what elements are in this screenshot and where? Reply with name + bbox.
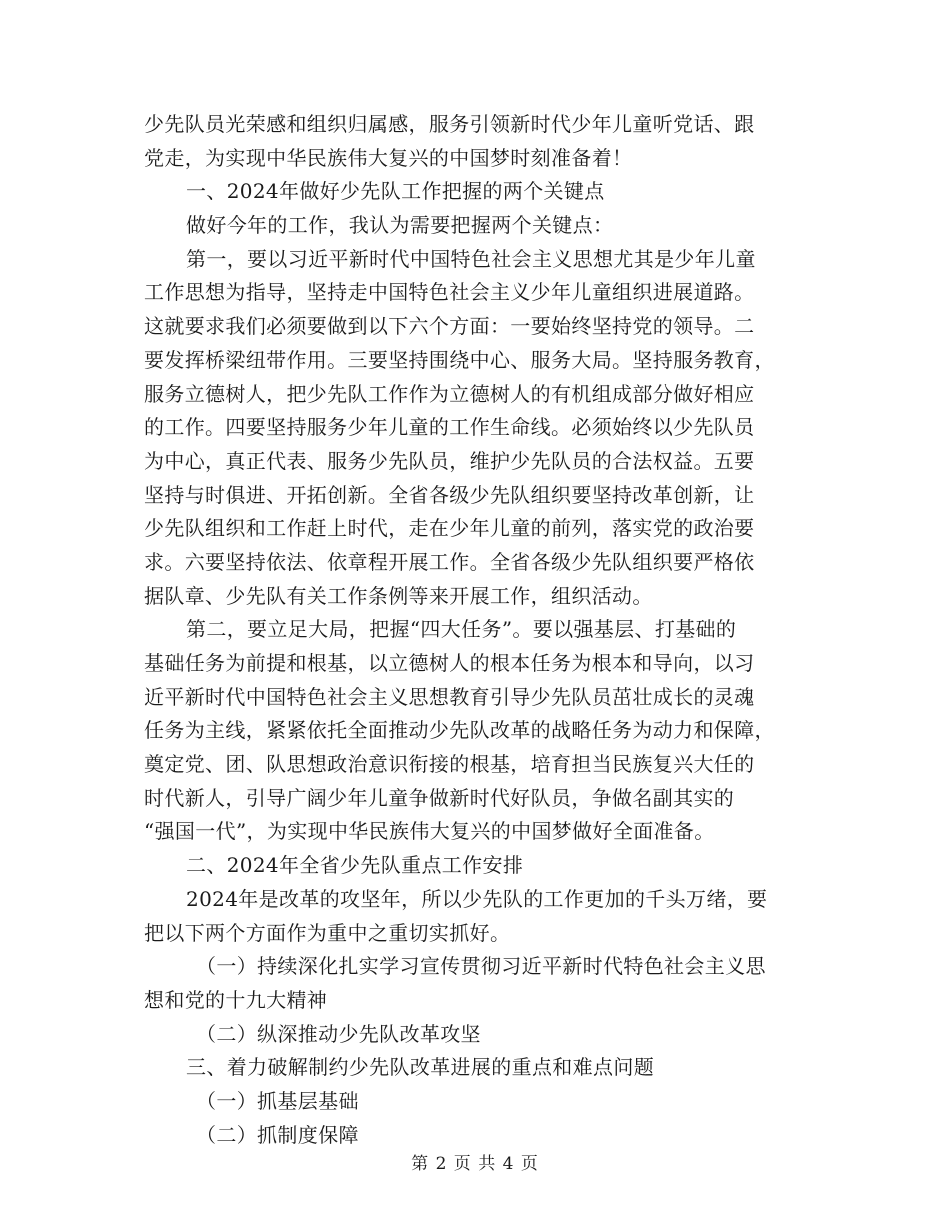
- paragraph-line: 据队章、少先队有关工作条例等来开展工作，组织活动。: [144, 583, 653, 608]
- paragraph-line: 这就要求我们必须要做到以下六个方面：一要始终坚持党的领导。二: [144, 314, 755, 339]
- paragraph-line: 近平新时代中国特色社会主义思想教育引导少先队员茁壮成长的灵魂: [144, 684, 755, 709]
- section-heading: 一、2024年做好少先队工作把握的两个关键点: [186, 179, 605, 204]
- paragraph-line: 第二，要立足大局，把握“四大任务”。要以强基层、打基础的: [186, 617, 737, 642]
- paragraph-line: 把以下两个方面作为重中之重切实抓好。: [144, 920, 511, 945]
- paragraph-line: 党走，为实现中华民族伟大复兴的中国梦时刻准备着！: [144, 145, 633, 170]
- page-number-footer: 第 2 页 共 4 页: [411, 1154, 539, 1174]
- paragraph-line: 少先队员光荣感和组织归属感，服务引领新时代少年儿童听党话、跟: [144, 112, 755, 136]
- paragraph-line: 做好今年的工作，我认为需要把握两个关键点：: [186, 213, 614, 238]
- paragraph-line: 奠定党、团、队思想政治意识衔接的根基，培育担当民族复兴大任的: [144, 752, 755, 777]
- paragraph-line: 想和党的十九大精神: [144, 987, 328, 1012]
- paragraph-line: 基础任务为前提和根基，以立德树人的根本任务为根本和导向，以习: [144, 651, 755, 675]
- document-body: [144, 108, 806, 1152]
- paragraph-line: 少先队组织和工作赶上时代，走在少年儿童的前列，落实党的政治要: [144, 516, 755, 541]
- paragraph-line: 坚持与时俱进、开拓创新。全省各级少先队组织要坚持改革创新，让: [144, 482, 755, 507]
- paragraph-line: 服务立德树人，把少先队工作作为立德树人的有机组成部分做好相应: [144, 381, 755, 406]
- paragraph-line: “强国一代”，为实现中华民族伟大复兴的中国梦做好全面准备。: [144, 819, 715, 844]
- paragraph-line: 的工作。四要坚持服务少年儿童的工作生命线。必须始终以少先队员: [144, 415, 755, 440]
- paragraph-line: 第一，要以习近平新时代中国特色社会主义思想尤其是少年儿童: [186, 246, 756, 271]
- section-heading: 三、着力破解制约少先队改革进展的重点和难点问题: [186, 1055, 655, 1080]
- paragraph-line: 任务为主线，紧紧依托全面推动少先队改革的战略任务为动力和保障，: [144, 718, 775, 743]
- section-heading: 二、2024年全省少先队重点工作安排: [186, 853, 524, 878]
- paragraph-line: 要发挥桥梁纽带作用。三要坚持围绕中心、服务大局。坚持服务教育，: [144, 347, 775, 372]
- paragraph-line: 求。六要坚持依法、依章程开展工作。全省各级少先队组织要严格依: [144, 549, 755, 574]
- subsection-heading: （一）持续深化扎实学习宣传贯彻习近平新时代特色社会主义思: [196, 954, 766, 979]
- paragraph-line: 工作思想为指导，坚持走中国特色社会主义少年儿童组织进展道路。: [144, 280, 755, 305]
- subsection-heading: （二）抓制度保障: [196, 1122, 359, 1147]
- paragraph-line: 时代新人，引导广阔少年儿童争做新时代好队员，争做名副其实的: [144, 785, 735, 810]
- paragraph-line: 为中心，真正代表、服务少先队员，维护少先队员的合法权益。五要: [144, 448, 755, 473]
- subsection-heading: （二）纵深推动少先队改革攻坚: [196, 1021, 481, 1046]
- subsection-heading: （一）抓基层基础: [196, 1088, 359, 1113]
- paragraph-line: 2024年是改革的攻坚年，所以少先队的工作更加的千头万绪，要: [186, 886, 768, 911]
